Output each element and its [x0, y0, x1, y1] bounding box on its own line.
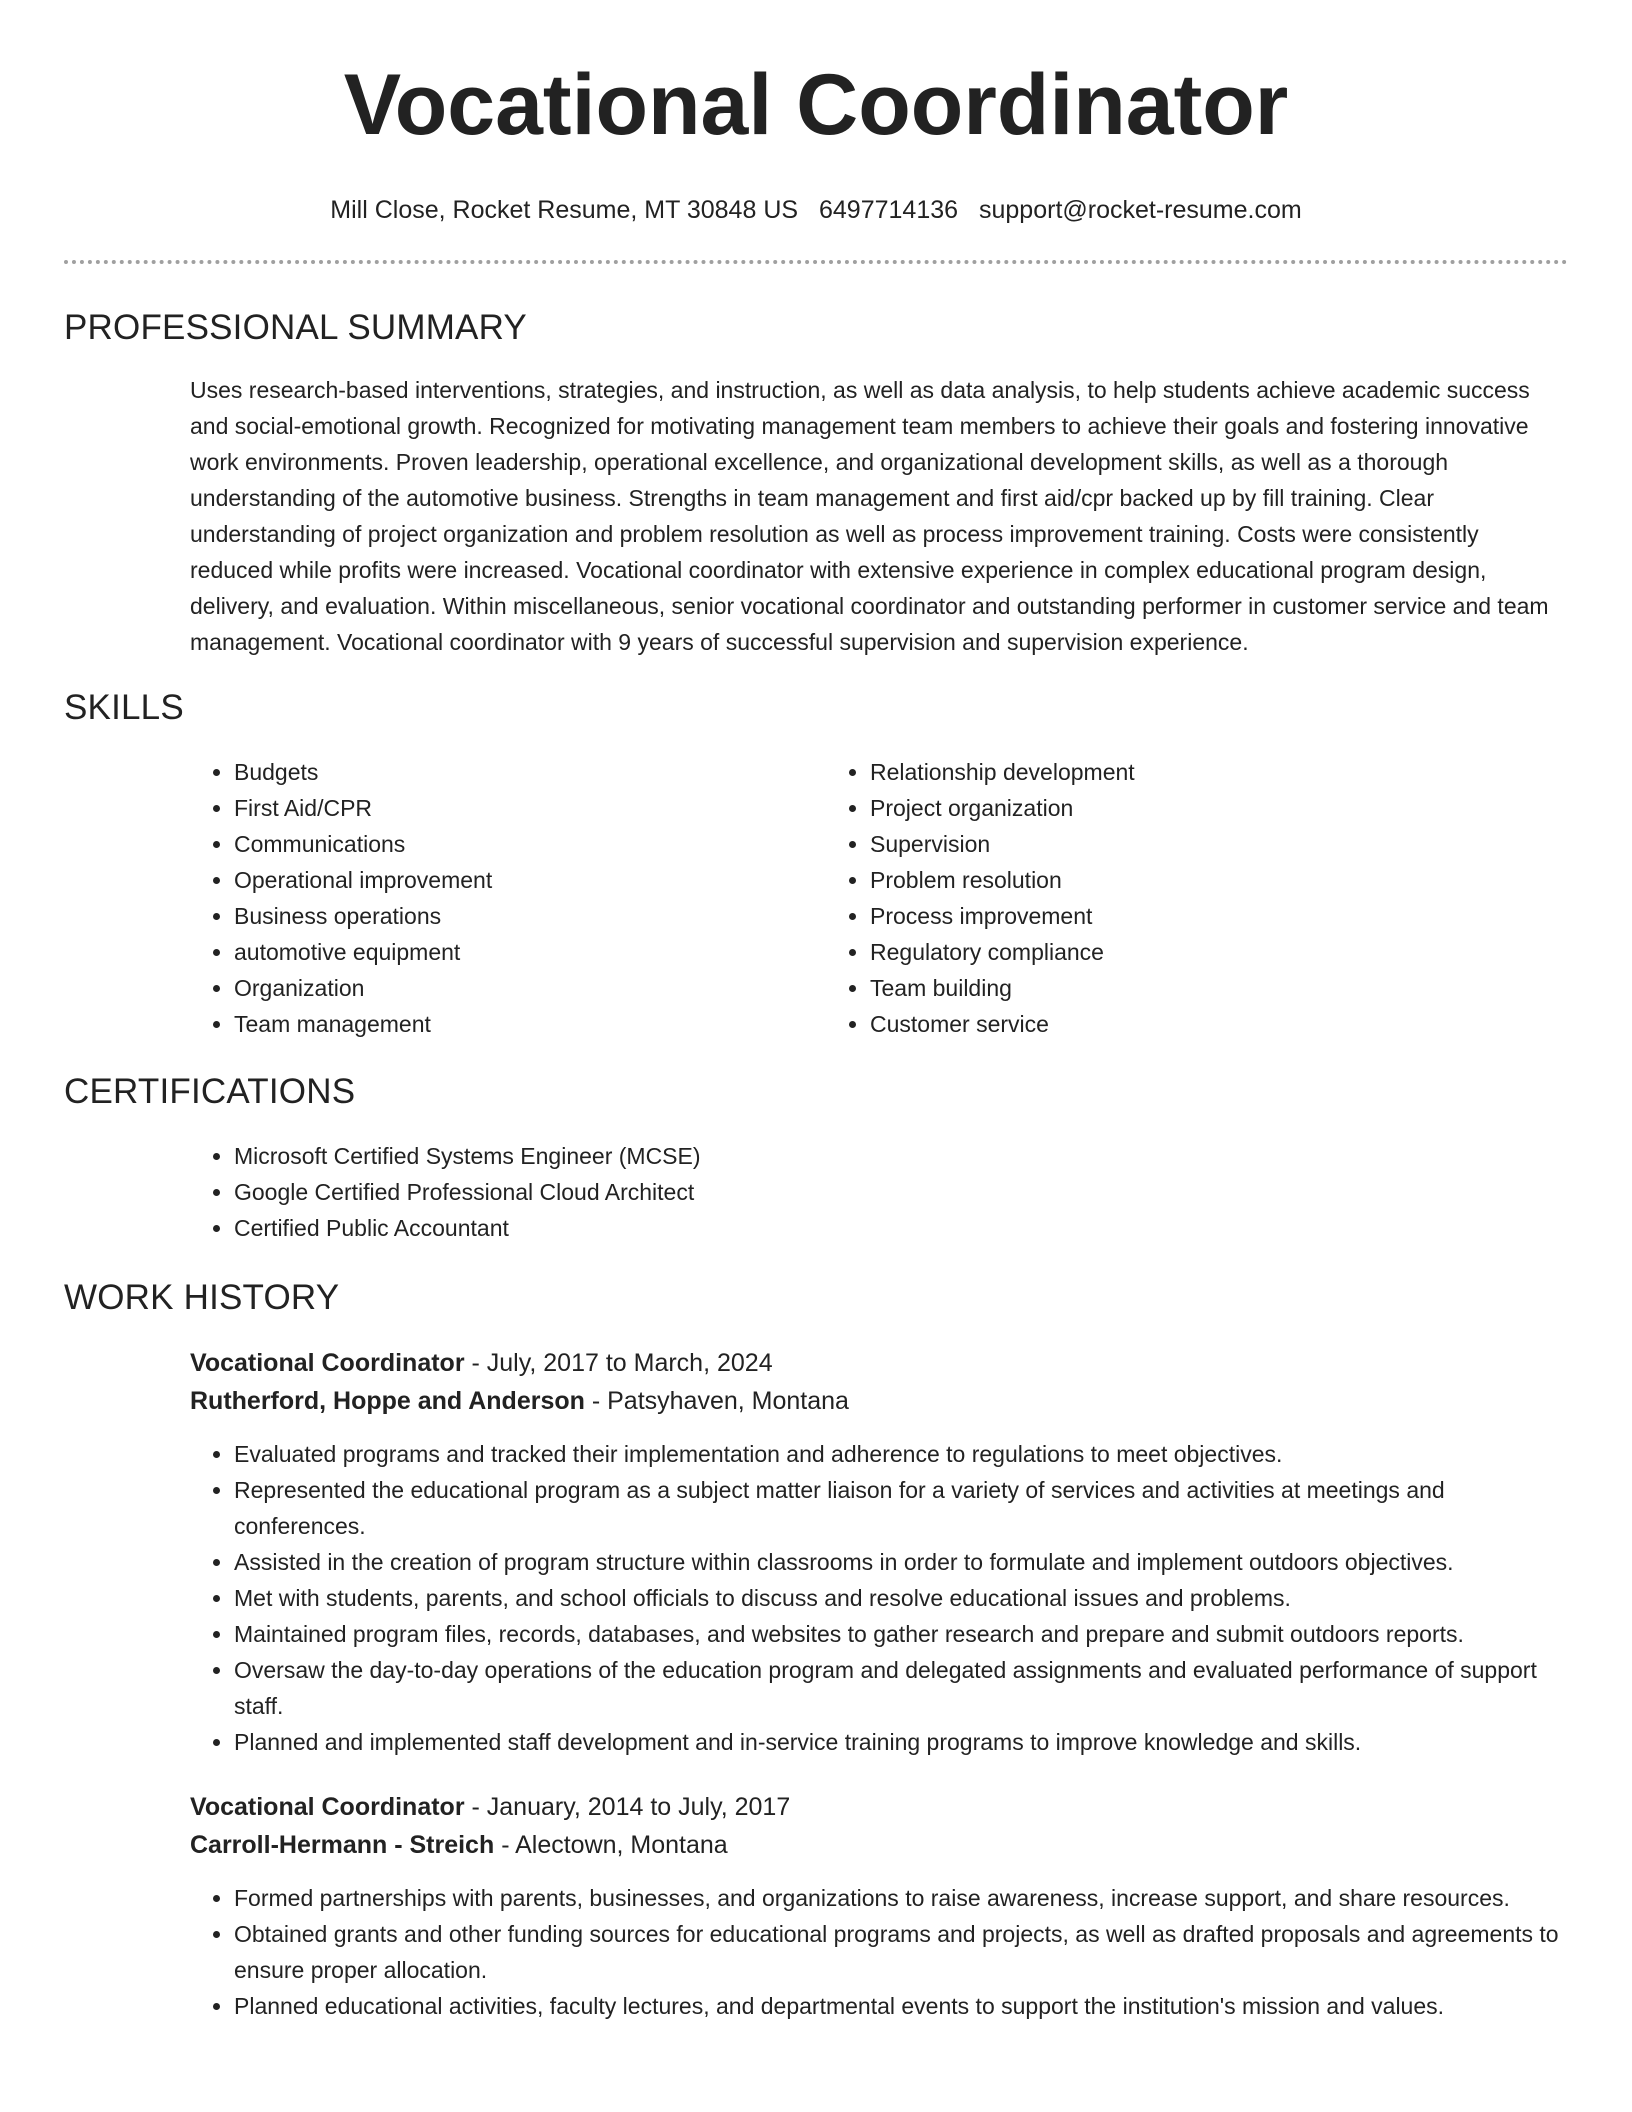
duty-item: • Obtained grants and other funding sources for educational programs and projects, as well as drafted proposals and agreements to ensure proper allocation.	[234, 1916, 1568, 1988]
skills-columns	[190, 754, 1568, 1042]
duty-item: • Assisted in the creation of program structure within classrooms in order to formulate and implement outdoors objectives.	[234, 1544, 1568, 1580]
certification-item: • Certified Public Accountant	[234, 1210, 1568, 1246]
skill-item: • Supervision	[870, 826, 1462, 862]
skill-item: • Organization	[234, 970, 826, 1006]
contact-line	[64, 194, 1568, 226]
header-divider	[64, 260, 1568, 264]
contact-phone: 6497714136	[819, 196, 959, 224]
certification-item: • Google Certified Professional Cloud Architect	[234, 1174, 1568, 1210]
job-company-line	[190, 1382, 1568, 1420]
skills-heading: SKILLS	[64, 688, 184, 727]
job-dates: - January, 2014 to July, 2017	[464, 1793, 791, 1821]
summary-heading: PROFESSIONAL SUMMARY	[64, 308, 527, 347]
certifications-list	[190, 1138, 1568, 1246]
job-location: - Patsyhaven, Montana	[584, 1387, 849, 1415]
job-role: Vocational Coordinator	[190, 1793, 465, 1821]
skill-item: • Operational improvement	[234, 862, 826, 898]
skill-item: • Business operations	[234, 898, 826, 934]
skill-item: • automotive equipment	[234, 934, 826, 970]
duty-item: • Met with students, parents, and school officials to discuss and resolve educational issues and problems.	[234, 1580, 1568, 1616]
skill-item: • First Aid/CPR	[234, 790, 826, 826]
skills-list-left	[190, 754, 826, 1042]
resume-name: Vocational Coordinator	[343, 57, 1289, 153]
duty-item: • Planned educational activities, faculty lectures, and departmental events to support the institution's mission and values.	[234, 1988, 1568, 2024]
skill-item: • Project organization	[870, 790, 1462, 826]
skill-item: • Communications	[234, 826, 826, 862]
skill-item: • Customer service	[870, 1006, 1462, 1042]
skill-item: • Team management	[234, 1006, 826, 1042]
skill-item: • Regulatory compliance	[870, 934, 1462, 970]
duty-item: • Formed partnerships with parents, businesses, and organizations to raise awareness, increase support, and share resources.	[234, 1880, 1568, 1916]
job-duties	[190, 1436, 1568, 1760]
job-entry	[190, 1344, 1568, 1760]
skill-item: • Team building	[870, 970, 1462, 1006]
duty-item: • Maintained program files, records, databases, and websites to gather research and prepare and submit outdoors reports.	[234, 1616, 1568, 1652]
job-title-line	[190, 1788, 1568, 1826]
certification-item: • Microsoft Certified Systems Engineer (MCSE)	[234, 1138, 1568, 1174]
certifications-heading: CERTIFICATIONS	[64, 1072, 356, 1111]
contact-address: Mill Close, Rocket Resume, MT 30848 US	[330, 196, 799, 224]
skill-item: • Budgets	[234, 754, 826, 790]
skill-item: • Process improvement	[870, 898, 1462, 934]
work-history-heading: WORK HISTORY	[64, 1278, 340, 1317]
job-company: Rutherford, Hoppe and Anderson	[190, 1387, 585, 1415]
job-dates: - July, 2017 to March, 2024	[464, 1349, 773, 1377]
job-location: - Alectown, Montana	[494, 1831, 728, 1859]
duty-item: • Evaluated programs and tracked their implementation and adherence to regulations to meet objectives.	[234, 1436, 1568, 1472]
skill-item: • Problem resolution	[870, 862, 1462, 898]
contact-email: support@rocket-resume.com	[979, 196, 1302, 224]
skill-item: • Relationship development	[870, 754, 1462, 790]
job-role: Vocational Coordinator	[190, 1349, 465, 1377]
skills-list-right	[826, 754, 1462, 1042]
summary-text: Uses research-based interventions, strategies, and instruction, as well as data analysis, to help students achieve academic success and social-emotional growth. Recognized for motivating management team members to achieve their goals and fostering innovative work environments. Proven leadership, operational excellence, and organizational development skills, as well as a thorough understanding of the automotive business. Strengths in team management and first aid/cpr backed up by fill training. Clear understanding of project organization and problem resolution as well as process improvement training. Costs were consistently reduced while profits were increased. Vocational coordinator with extensive experience in complex educational program design, delivery, and evaluation. Within miscellaneous, senior vocational coordinator and outstanding performer in customer service and team management. Vocational coordinator with 9 years of successful supervision and supervision experience.	[190, 377, 1549, 655]
job-company-line	[190, 1826, 1568, 1864]
job-entry	[190, 1788, 1568, 2024]
duty-item: • Represented the educational program as a subject matter liaison for a variety of services and activities at meetings and conferences.	[234, 1472, 1568, 1544]
duty-item: • Oversaw the day-to-day operations of the education program and delegated assignments and evaluated performance of support staff.	[234, 1652, 1568, 1724]
job-duties	[190, 1880, 1568, 2024]
job-title-line	[190, 1344, 1568, 1382]
job-company: Carroll-Hermann - Streich	[190, 1831, 495, 1859]
duty-item: • Planned and implemented staff development and in-service training programs to improve knowledge and skills.	[234, 1724, 1568, 1760]
